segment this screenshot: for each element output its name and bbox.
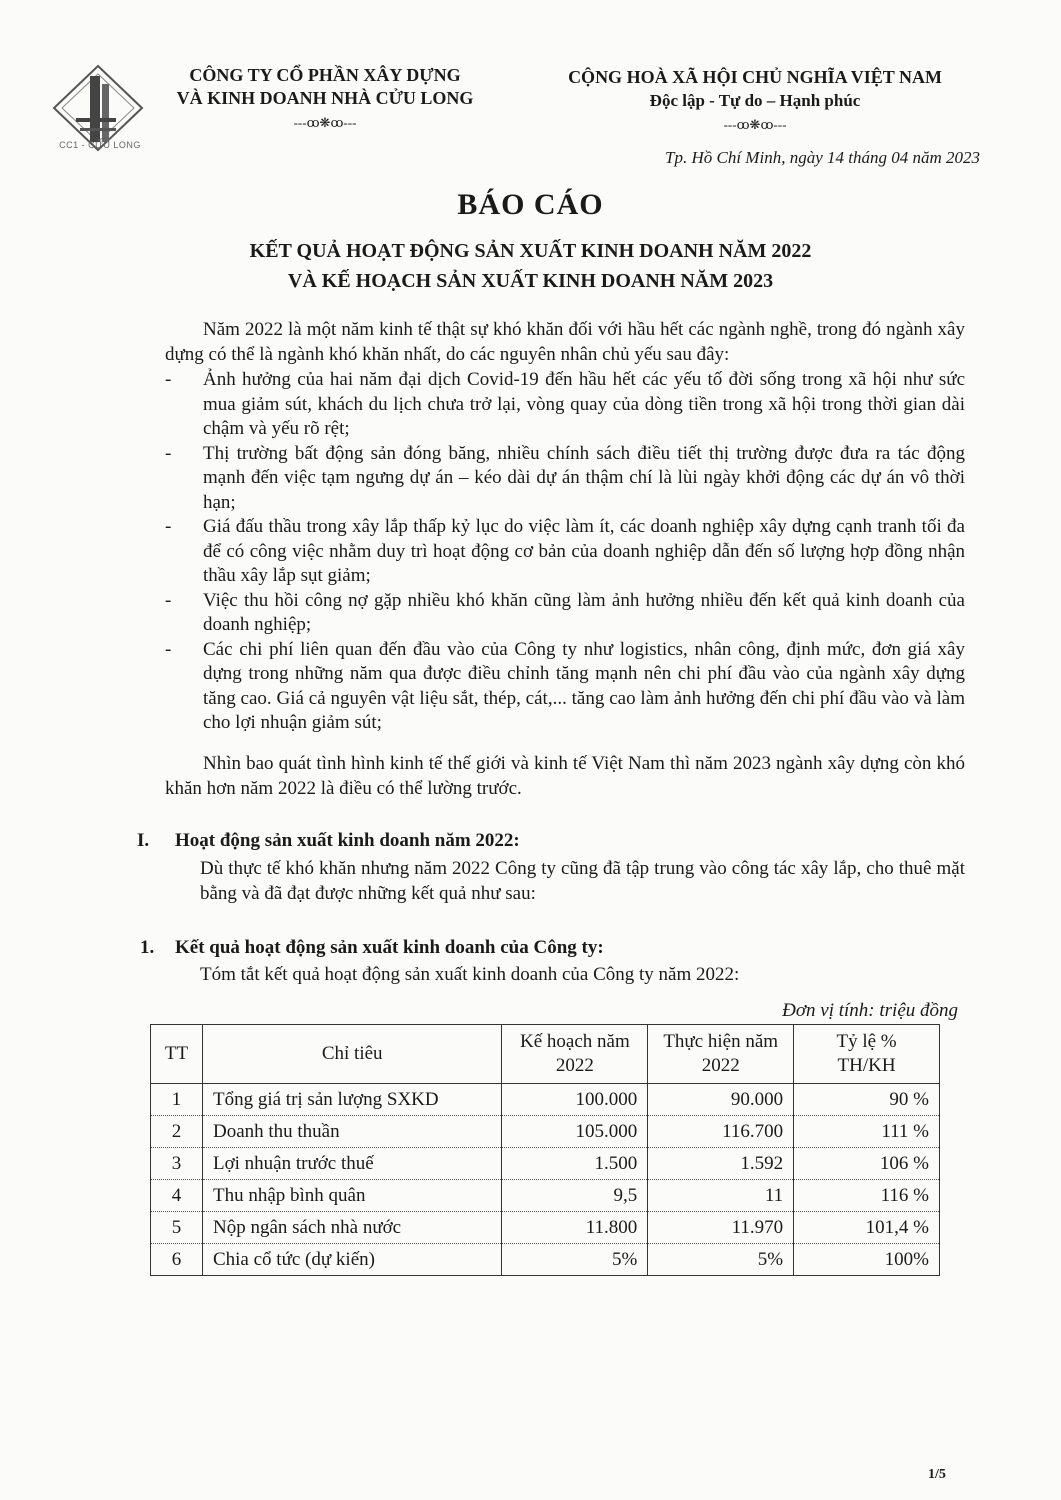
list-item bbox=[165, 638, 965, 736]
cell-indicator: Nộp ngân sách nhà nước bbox=[202, 1212, 501, 1244]
table-row bbox=[151, 1116, 940, 1148]
list-item-text: Các chi phí liên quan đến đầu vào của Công ty như logistics, nhân công, định mức, đơn giá xây dựng trong những năm qua được điều chỉnh tăng mạnh nên chi phí đầu vào của ngành xây dựng tăng cao. Giá cả nguyên vật liệu sắt, thép, cát,... tăng cao làm ảnh hưởng đến chi phí đầu vào và làm cho lợi nhuận giảm sút; bbox=[203, 638, 965, 733]
table-header-row bbox=[151, 1025, 940, 1084]
section-title: Hoạt động sản xuất kinh doanh năm 2022: bbox=[175, 830, 520, 851]
list-item-text: Ảnh hưởng của hai năm đại dịch Covid-19 đến hầu hết các yếu tố đời sống trong xã hội như sức mua giảm sút, khách du lịch chưa trở lại, vòng quay của dòng tiền trong xã hội trong thời gian dài chậm và yếu rõ rệt; bbox=[203, 369, 965, 439]
header-plan bbox=[502, 1025, 648, 1084]
cell-tt: 5 bbox=[151, 1212, 203, 1244]
header-actual bbox=[648, 1025, 794, 1084]
page-number: 1/5 bbox=[928, 1467, 946, 1482]
results-table bbox=[150, 1024, 940, 1276]
cell-ratio: 111 % bbox=[794, 1116, 940, 1148]
cell-actual: 11.970 bbox=[648, 1212, 794, 1244]
bullet-dash: - bbox=[165, 442, 172, 464]
header-ratio-line2: TH/KH bbox=[837, 1055, 896, 1076]
cell-tt: 2 bbox=[151, 1116, 203, 1148]
national-header-block bbox=[530, 66, 980, 138]
header-ratio bbox=[794, 1025, 940, 1084]
cell-ratio: 101,4 % bbox=[794, 1212, 940, 1244]
table-row bbox=[151, 1148, 940, 1180]
cell-tt: 4 bbox=[151, 1180, 203, 1212]
subtitle-line2: VÀ KẾ HOẠCH SẢN XUẤT KINH DOANH NĂM 2023 bbox=[287, 270, 774, 292]
bullet-dash: - bbox=[165, 516, 172, 537]
list-item-text: Việc thu hồi công nợ gặp nhiều khó khăn cũng làm ảnh hưởng nhiều đến kết quả kinh doanh của doanh nghiệp; bbox=[203, 589, 965, 635]
cell-tt: 3 bbox=[151, 1148, 203, 1180]
cell-plan: 5% bbox=[502, 1244, 648, 1276]
company-name-line1: CÔNG TY CỔ PHẦN XÂY DỰNG bbox=[189, 65, 461, 85]
table-row bbox=[151, 1180, 940, 1212]
cell-ratio: 100% bbox=[794, 1244, 940, 1276]
cell-plan: 11.800 bbox=[502, 1212, 648, 1244]
header-tt: TT bbox=[151, 1025, 203, 1084]
cell-actual: 116.700 bbox=[648, 1116, 794, 1148]
table-row bbox=[151, 1084, 940, 1116]
header-actual-line2: 2022 bbox=[701, 1055, 740, 1076]
logo-caption: CC1 - CỬU LONG bbox=[59, 140, 141, 150]
cell-indicator: Tổng giá trị sản lượng SXKD bbox=[202, 1084, 501, 1116]
cell-tt: 1 bbox=[151, 1084, 203, 1116]
nation-title: CỘNG HOÀ XÃ HỘI CHỦ NGHĨA VIỆT NAM bbox=[568, 67, 942, 87]
header-plan-line1: Kế hoạch năm bbox=[519, 1031, 630, 1052]
list-item bbox=[165, 515, 965, 589]
cell-plan: 100.000 bbox=[502, 1084, 648, 1116]
bullet-dash: - bbox=[165, 369, 172, 390]
header-plan-line2: 2022 bbox=[555, 1055, 594, 1076]
list-item bbox=[165, 442, 965, 516]
cell-indicator: Thu nhập bình quân bbox=[202, 1180, 501, 1212]
section-number: I. bbox=[137, 830, 150, 851]
cell-ratio: 106 % bbox=[794, 1148, 940, 1180]
cell-plan: 9,5 bbox=[502, 1180, 648, 1212]
causes-list bbox=[165, 368, 965, 736]
header-ratio-line1: Tỷ lệ % bbox=[836, 1031, 897, 1052]
list-item bbox=[165, 368, 965, 442]
closing-paragraph: Nhìn bao quát tình hình kinh tế thế giới và kinh tế Việt Nam thì năm 2023 ngành xây dựng còn khó khăn hơn năm 2022 là điều có thể lường trước. bbox=[165, 753, 965, 799]
cell-tt: 6 bbox=[151, 1244, 203, 1276]
cell-indicator: Lợi nhuận trước thuế bbox=[202, 1148, 501, 1180]
header-indicator: Chỉ tiêu bbox=[202, 1025, 501, 1084]
cell-plan: 1.500 bbox=[502, 1148, 648, 1180]
list-item-text: Thị trường bất động sản đóng băng, nhiều chính sách điều tiết thị trường được đưa ra tác động mạnh đến việc tạm ngưng dự án – kéo dài dự án thậm chí là lùi ngày khởi động các dự án vô thời hạn; bbox=[203, 442, 965, 513]
subsection-title: Kết quả hoạt động sản xuất kinh doanh của Công ty: bbox=[175, 937, 604, 958]
document-subtitle bbox=[0, 236, 1061, 296]
cell-actual: 1.592 bbox=[648, 1148, 794, 1180]
cell-actual: 11 bbox=[648, 1180, 794, 1212]
header-actual-line1: Thực hiện năm bbox=[663, 1031, 779, 1052]
cell-actual: 5% bbox=[648, 1244, 794, 1276]
document-date: Tp. Hồ Chí Minh, ngày 14 tháng 04 năm 2023 bbox=[665, 148, 980, 167]
nation-motto: Độc lập - Tự do – Hạnh phúc bbox=[649, 91, 861, 110]
cell-ratio: 90 % bbox=[794, 1084, 940, 1116]
company-name-line2: VÀ KINH DOANH NHÀ CỬU LONG bbox=[176, 88, 474, 108]
subtitle-line1: KẾT QUẢ HOẠT ĐỘNG SẢN XUẤT KINH DOANH NĂM 2022 bbox=[249, 240, 812, 262]
document-title: BÁO CÁO bbox=[457, 188, 604, 221]
subsection-number: 1. bbox=[140, 937, 155, 958]
cell-actual: 90.000 bbox=[648, 1084, 794, 1116]
unit-label: Đơn vị tính: triệu đồng bbox=[782, 1000, 958, 1021]
table-row bbox=[151, 1244, 940, 1276]
company-name-block bbox=[150, 64, 500, 136]
bullet-dash: - bbox=[165, 638, 172, 660]
cell-plan: 105.000 bbox=[502, 1116, 648, 1148]
intro-paragraph: Năm 2022 là một năm kinh tế thật sự khó khăn đối với hầu hết các ngành nghề, trong đó ngành xây dựng có thể là ngành khó khăn nhất, do các nguyên nhân chủ yếu sau đây: bbox=[165, 319, 965, 365]
nation-ornament: ---ꝏ❋ꝏ--- bbox=[723, 117, 787, 132]
list-item bbox=[165, 589, 965, 638]
bullet-dash: - bbox=[165, 589, 172, 611]
company-ornament: ---ꝏ❋ꝏ--- bbox=[293, 115, 357, 130]
table-row bbox=[151, 1212, 940, 1244]
cell-indicator: Chia cổ tức (dự kiến) bbox=[202, 1244, 501, 1276]
cell-ratio: 116 % bbox=[794, 1180, 940, 1212]
list-item-text: Giá đấu thầu trong xây lắp thấp kỷ lục do việc làm ít, các doanh nghiệp xây dựng cạnh tranh tối đa để có công việc nhằm duy trì hoạt động cơ bản của doanh nghiệp dẫn đến số lượng hợp đồng nhận thầu xây lắp sụt giảm; bbox=[203, 516, 965, 586]
section-body: Dù thực tế khó khăn nhưng năm 2022 Công ty cũng đã tập trung vào công tác xây lắp, cho thuê mặt bằng và đã đạt được những kết quả như sau: bbox=[200, 858, 965, 904]
table-intro: Tóm tắt kết quả hoạt động sản xuất kinh doanh của Công ty năm 2022: bbox=[200, 964, 740, 985]
cell-indicator: Doanh thu thuần bbox=[202, 1116, 501, 1148]
